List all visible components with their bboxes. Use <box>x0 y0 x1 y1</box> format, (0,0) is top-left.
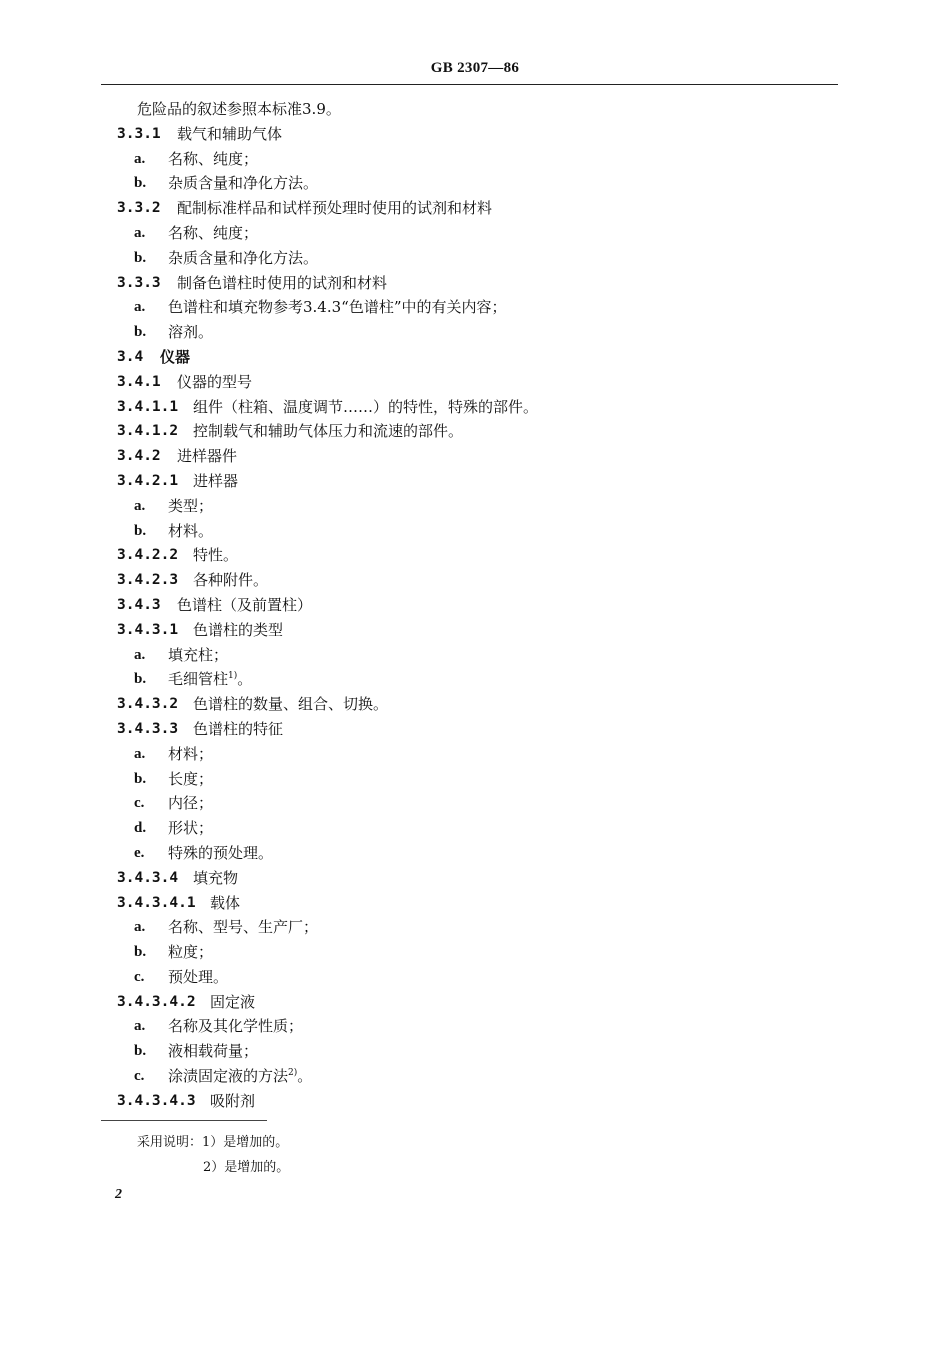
line-text-main: 长度； <box>168 769 214 788</box>
line-text-main: 色谱柱（及前置柱） <box>177 595 313 614</box>
section-number: 3.4.1.1 <box>117 398 179 415</box>
line-text-main: 配制标准样品和试样预处理时使用的试剂和材料 <box>177 199 493 218</box>
line-text-main: 名称及其化学性质； <box>168 1017 304 1036</box>
list-item <box>0 221 950 246</box>
line-text <box>168 767 213 792</box>
section-heading <box>0 1089 950 1114</box>
line-text <box>177 122 282 147</box>
line-text-main: 仪器 <box>160 347 191 366</box>
list-item <box>0 915 950 940</box>
line-text <box>168 1014 303 1039</box>
line-text-main: 固定液 <box>210 992 256 1011</box>
section-heading <box>0 419 950 444</box>
line-text <box>193 419 463 444</box>
item-letter: a. <box>134 299 146 316</box>
section-heading <box>0 692 950 717</box>
line-text <box>210 891 240 916</box>
item-letter: e. <box>134 844 145 861</box>
line-text <box>168 320 213 345</box>
section-heading <box>0 271 950 296</box>
line-text <box>177 593 312 618</box>
line-text-main: 色谱柱的类型 <box>193 620 284 639</box>
line-text-main: 色谱柱的数量、组合、切换。 <box>193 695 389 714</box>
line-text-main: 填充物 <box>193 868 239 887</box>
line-text-main: 载气和辅助气体 <box>177 124 283 143</box>
line-text-main: 进样器件 <box>177 447 238 466</box>
line-text <box>193 618 283 643</box>
section-heading <box>0 444 950 469</box>
line-text-main: 名称、型号、生产厂； <box>168 918 319 937</box>
line-text-main: 名称、纯度； <box>168 223 259 242</box>
line-text <box>168 1039 258 1064</box>
line-text-main: 危险品的叙述参照本标准3.9。 <box>137 100 341 118</box>
item-letter: a. <box>134 497 146 514</box>
line-text <box>168 915 318 940</box>
section-number: 3.4.3.4.2 <box>117 993 196 1010</box>
line-text <box>193 692 388 717</box>
section-heading <box>0 543 950 568</box>
document-header: GB 2307—86 <box>430 60 520 76</box>
list-item <box>0 667 950 692</box>
section-heading <box>0 196 950 221</box>
line-text-main: 形状； <box>168 819 214 838</box>
section-number: 3.4.1.2 <box>117 423 179 440</box>
list-item <box>0 320 950 345</box>
line-text-main: 液相载荷量； <box>168 1042 259 1061</box>
item-letter: a. <box>134 745 146 762</box>
line-text-main: 杂质含量和净化方法。 <box>168 174 319 193</box>
line-text <box>168 965 228 990</box>
line-text <box>168 147 258 172</box>
item-letter: b. <box>134 770 147 787</box>
item-letter: a. <box>134 224 146 241</box>
line-text-main: 色谱柱的特征 <box>193 719 284 738</box>
line-text-main: 进样器 <box>193 471 239 490</box>
line-text <box>137 97 341 122</box>
list-item <box>0 816 950 841</box>
line-text <box>168 791 213 816</box>
section-number: 3.4 <box>117 348 144 365</box>
item-letter: c. <box>134 1068 145 1085</box>
item-letter: b. <box>134 175 147 192</box>
list-item <box>0 742 950 767</box>
item-letter: b. <box>134 944 147 961</box>
list-item <box>0 246 950 271</box>
line-text <box>168 816 213 841</box>
item-letter: a. <box>134 919 146 936</box>
item-letter: b. <box>134 671 147 688</box>
section-number: 3.4.3.4.1 <box>117 894 196 911</box>
line-text-main: 粒度； <box>168 943 214 962</box>
line-text-main: 涂渍固定液的方法 <box>168 1067 289 1086</box>
section-number: 3.4.2.2 <box>117 547 179 564</box>
line-text-main: 组件（柱箱、温度调节……）的特性，特殊的部件。 <box>193 397 539 416</box>
line-text <box>168 295 507 320</box>
line-text <box>193 469 238 494</box>
line-text-main: 填充柱； <box>168 645 229 664</box>
section-number: 3.4.3.4 <box>117 869 179 886</box>
item-letter: c. <box>134 968 145 985</box>
section-heading <box>0 568 950 593</box>
line-text <box>193 395 538 420</box>
section-number: 3.4.3.2 <box>117 696 179 713</box>
line-text-main: 特殊的预处理。 <box>168 843 274 862</box>
line-text-main: 特性。 <box>193 546 239 565</box>
item-letter: a. <box>134 1018 146 1035</box>
line-text <box>177 271 387 296</box>
item-letter: b. <box>134 522 147 539</box>
line-text-main: 色谱柱和填充物参考3.4.3“色谱柱”中的有关内容； <box>168 298 507 317</box>
header-rule <box>101 84 838 85</box>
line-text-suffix: 。 <box>297 1067 313 1086</box>
line-text <box>168 940 213 965</box>
line-text <box>168 494 213 519</box>
line-text-main: 杂质含量和净化方法。 <box>168 248 319 267</box>
section-heading <box>0 593 950 618</box>
line-text-main: 仪器的型号 <box>177 372 253 391</box>
list-item <box>0 791 950 816</box>
section-heading <box>0 717 950 742</box>
footnote-1: 采用说明：1）是增加的。 <box>137 1135 289 1150</box>
footnote-rule <box>101 1120 267 1121</box>
section-number: 3.4.2 <box>117 448 161 465</box>
document-body <box>0 97 950 1114</box>
list-item <box>0 841 950 866</box>
item-letter: b. <box>134 324 147 341</box>
section-number: 3.3.1 <box>117 125 161 142</box>
section-heading <box>0 990 950 1015</box>
line-text-main: 内径； <box>168 794 214 813</box>
section-heading <box>0 345 950 370</box>
list-item <box>0 1039 950 1064</box>
section-number: 3.4.1 <box>117 373 161 390</box>
list-item <box>0 295 950 320</box>
line-text <box>168 519 213 544</box>
section-number: 3.4.2.1 <box>117 472 179 489</box>
section-number: 3.3.3 <box>117 274 161 291</box>
section-heading <box>0 370 950 395</box>
section-heading <box>0 122 950 147</box>
line-text-main: 控制载气和辅助气体压力和流速的部件。 <box>193 422 464 441</box>
footnote-marker: 1) <box>228 671 238 682</box>
line-text-main: 毛细管柱 <box>168 670 229 689</box>
line-text <box>168 171 318 196</box>
footnote-marker: 2) <box>288 1068 298 1079</box>
list-item <box>0 1064 950 1089</box>
footnote-2: 2）是增加的。 <box>203 1160 290 1175</box>
line-text <box>193 543 238 568</box>
item-letter: a. <box>134 150 146 167</box>
list-item <box>0 643 950 668</box>
page-number: 2 <box>115 1187 122 1202</box>
line-text <box>193 866 238 891</box>
section-number: 3.4.3.4.3 <box>117 1092 196 1109</box>
line-text-main: 溶剂。 <box>168 323 214 342</box>
item-letter: b. <box>134 249 147 266</box>
list-item <box>0 965 950 990</box>
line-text-suffix: 。 <box>237 670 253 689</box>
line-text <box>160 345 190 370</box>
list-item <box>0 767 950 792</box>
list-item <box>0 1014 950 1039</box>
line-text-main: 各种附件。 <box>193 571 269 590</box>
line-text <box>168 1064 312 1089</box>
line-text-main: 吸附剂 <box>210 1091 256 1110</box>
line-text <box>168 221 258 246</box>
section-heading <box>0 395 950 420</box>
section-number: 3.4.3 <box>117 596 161 613</box>
section-heading <box>0 618 950 643</box>
item-letter: c. <box>134 795 145 812</box>
section-heading <box>0 866 950 891</box>
line-text <box>168 643 228 668</box>
line-text-main: 预处理。 <box>168 967 229 986</box>
line-text-main: 材料； <box>168 744 214 763</box>
section-heading <box>0 469 950 494</box>
line-text <box>193 568 268 593</box>
list-item <box>0 147 950 172</box>
list-item <box>0 171 950 196</box>
section-number: 3.4.3.1 <box>117 621 179 638</box>
line-text <box>210 1089 255 1114</box>
section-number: 3.3.2 <box>117 200 161 217</box>
intro-paragraph <box>0 97 950 122</box>
line-text <box>168 841 273 866</box>
line-text <box>168 667 252 692</box>
line-text-main: 制备色谱柱时使用的试剂和材料 <box>177 273 388 292</box>
line-text-main: 类型； <box>168 496 214 515</box>
line-text <box>193 717 283 742</box>
list-item <box>0 519 950 544</box>
section-heading <box>0 891 950 916</box>
line-text-main: 名称、纯度； <box>168 149 259 168</box>
list-item <box>0 940 950 965</box>
line-text <box>168 742 213 767</box>
line-text <box>168 246 318 271</box>
line-text <box>210 990 255 1015</box>
line-text-main: 材料。 <box>168 521 214 540</box>
line-text <box>177 196 492 221</box>
section-number: 3.4.3.3 <box>117 720 179 737</box>
section-number: 3.4.2.3 <box>117 572 179 589</box>
item-letter: d. <box>134 820 147 837</box>
list-item <box>0 494 950 519</box>
item-letter: b. <box>134 1043 147 1060</box>
item-letter: a. <box>134 646 146 663</box>
line-text <box>177 444 237 469</box>
line-text <box>177 370 252 395</box>
line-text-main: 载体 <box>210 893 241 912</box>
